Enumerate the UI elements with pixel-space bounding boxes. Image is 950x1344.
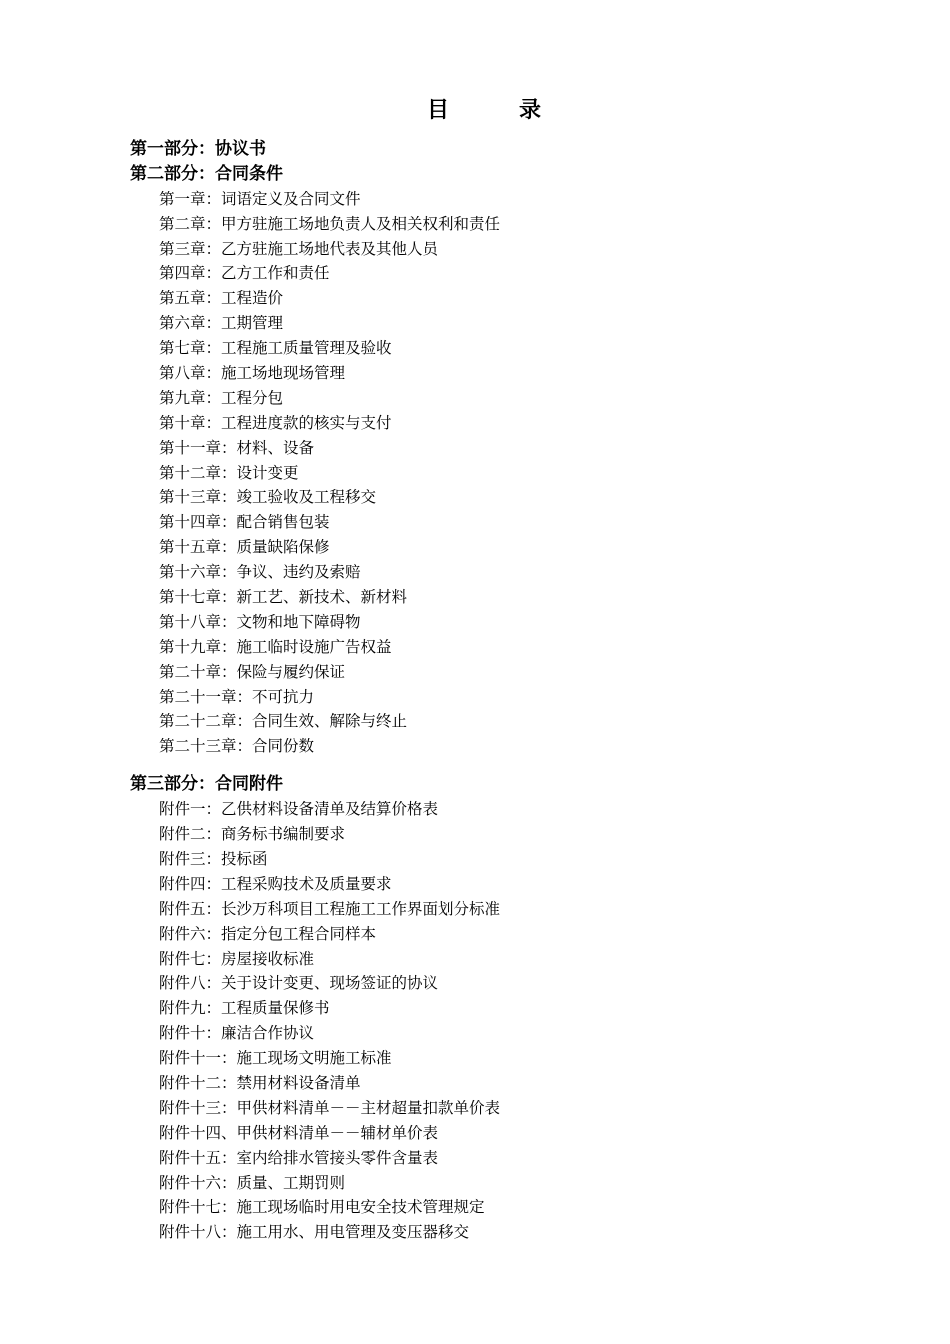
toc-entry: 第二十三章：合同份数 bbox=[159, 737, 315, 756]
part-heading-contract-attachments: 第三部分：合同附件 bbox=[130, 774, 283, 795]
toc-entry: 第十四章：配合销售包装 bbox=[159, 513, 330, 532]
toc-entry: 第三章：乙方驻施工场地代表及其他人员 bbox=[159, 239, 439, 258]
attachment-entry: 附件三：投标函 bbox=[159, 849, 268, 868]
attachment-entry: 附件十：廉洁合作协议 bbox=[159, 1024, 315, 1043]
toc-entry: 第十七章：新工艺、新技术、新材料 bbox=[159, 588, 408, 607]
toc-entry: 第四章：乙方工作和责任 bbox=[159, 264, 330, 283]
toc-entry: 第十五章：质量缺陷保修 bbox=[159, 538, 330, 557]
toc-entry: 第十九章：施工临时设施广告权益 bbox=[159, 637, 392, 656]
toc-entry: 第十六章：争议、违约及索赔 bbox=[159, 563, 361, 582]
attachment-entry: 附件七：房屋接收标准 bbox=[159, 949, 315, 968]
toc-entry: 第二十章：保险与履约保证 bbox=[159, 662, 346, 681]
attachment-entry: 附件九：工程质量保修书 bbox=[159, 999, 330, 1018]
attachment-entry: 附件六：指定分包工程合同样本 bbox=[159, 924, 377, 943]
part-heading-contract-conditions: 第二部分：合同条件 bbox=[130, 163, 283, 184]
toc-entry: 第二十一章：不可抗力 bbox=[159, 687, 315, 706]
attachment-entry: 附件四：工程采购技术及质量要求 bbox=[159, 874, 392, 893]
attachment-entry: 附件十七：施工现场临时用电安全技术管理规定 bbox=[159, 1198, 485, 1217]
table-of-contents bbox=[130, 137, 890, 1245]
toc-entry: 第八章：施工场地现场管理 bbox=[159, 364, 346, 383]
toc-entry: 第二十二章：合同生效、解除与终止 bbox=[159, 712, 408, 731]
toc-entry: 第七章：工程施工质量管理及验收 bbox=[159, 339, 392, 358]
toc-entry: 第十一章：材料、设备 bbox=[159, 438, 315, 457]
attachment-entry: 附件十三：甲供材料清单－－主材超量扣款单价表 bbox=[159, 1098, 501, 1117]
attachment-entry: 附件十八：施工用水、用电管理及变压器移交 bbox=[159, 1223, 470, 1242]
attachment-entry: 附件十二：禁用材料设备清单 bbox=[159, 1073, 361, 1092]
attachment-entry: 附件一：乙供材料设备清单及结算价格表 bbox=[159, 800, 439, 819]
toc-entry: 第九章：工程分包 bbox=[159, 388, 284, 407]
toc-entry: 第十三章：竣工验收及工程移交 bbox=[159, 488, 377, 507]
toc-entry: 第十八章：文物和地下障碍物 bbox=[159, 612, 361, 631]
attachment-entry: 附件十一：施工现场文明施工标准 bbox=[159, 1049, 392, 1068]
attachment-entry: 附件二：商务标书编制要求 bbox=[159, 825, 346, 844]
toc-entry: 第五章：工程造价 bbox=[159, 289, 284, 308]
part-heading-agreement: 第一部分：协议书 bbox=[130, 139, 266, 159]
toc-entry: 第六章：工期管理 bbox=[159, 314, 284, 333]
toc-entry: 第十二章：设计变更 bbox=[159, 463, 299, 482]
attachment-entry: 附件八：关于设计变更、现场签证的协议 bbox=[159, 974, 439, 993]
attachment-entry: 附件十六：质量、工期罚则 bbox=[159, 1173, 346, 1192]
attachment-entry: 附件五：长沙万科项目工程施工工作界面划分标准 bbox=[159, 899, 501, 918]
toc-entry: 第一章：词语定义及合同文件 bbox=[159, 189, 361, 208]
toc-entry: 第十章：工程进度款的核实与支付 bbox=[159, 413, 392, 432]
toc-entry: 第二章：甲方驻施工场地负责人及相关权利和责任 bbox=[159, 214, 501, 233]
attachment-entry: 附件十四、甲供材料清单－－辅材单价表 bbox=[159, 1123, 439, 1142]
attachment-entry: 附件十五：室内给排水管接头零件含量表 bbox=[159, 1148, 439, 1167]
page-title: 目 录 bbox=[426, 98, 565, 123]
